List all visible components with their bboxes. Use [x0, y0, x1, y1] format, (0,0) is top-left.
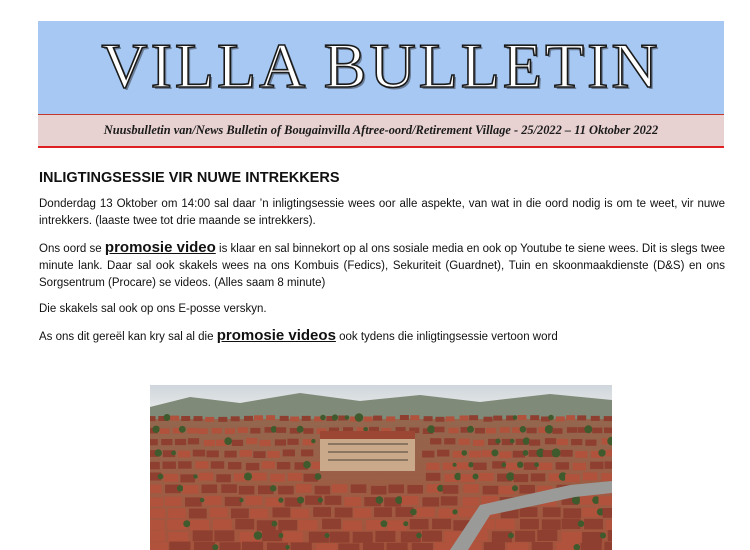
- roof: [483, 486, 499, 495]
- roof: [167, 519, 186, 529]
- tree: [578, 520, 585, 527]
- roof: [225, 497, 242, 506]
- roof: [565, 474, 580, 482]
- roof: [332, 484, 348, 493]
- roof: [193, 530, 213, 541]
- roof: [267, 543, 288, 550]
- tree: [171, 451, 176, 456]
- roof: [514, 474, 529, 482]
- roof: [288, 473, 303, 481]
- aerial-photo-illustration: [150, 385, 612, 550]
- tree: [279, 533, 284, 538]
- tree: [523, 437, 530, 444]
- roof: [552, 428, 562, 434]
- tree: [270, 485, 276, 491]
- roof: [178, 461, 191, 468]
- roof: [493, 416, 502, 421]
- roof: [254, 415, 263, 420]
- roof: [400, 415, 409, 420]
- roof: [193, 450, 205, 457]
- article: [39, 170, 725, 355]
- roof: [557, 439, 568, 445]
- roof: [543, 507, 561, 517]
- roof: [422, 451, 434, 458]
- roof: [402, 496, 419, 505]
- roof: [164, 474, 179, 482]
- roof: [291, 542, 312, 550]
- roof: [325, 496, 342, 505]
- roof: [583, 473, 598, 481]
- tree: [320, 415, 326, 421]
- paragraph-text: is klaar en sal binnekort op al ons sosiale media en ook op Youtube te siene wees. Dit is slegs twee minute lank. Daar sal ook skakels wees na ons Kombuis (Fedics), Sekuriteit (Guardnet), Tuin en skoonmaakdienste (D&S) en ons Sorgsentrum (Procare) se videos. (Alles saam 8 minute): [39, 243, 726, 289]
- roof: [240, 450, 252, 457]
- roof: [150, 531, 165, 542]
- tree: [345, 415, 350, 420]
- tree: [508, 533, 514, 539]
- roof: [235, 519, 254, 529]
- roof: [463, 484, 479, 493]
- tree: [410, 509, 417, 516]
- tree: [355, 413, 364, 422]
- roof: [424, 416, 433, 421]
- tree: [523, 450, 529, 456]
- paragraph-session: Donderdag 13 Oktober om 14:00 sal daar ’n inligtingsessie wees oor alle aspekte, van wat in die oord nodig is om te weet, vir nuwe intrekkers. (laaste twee tot drie maande se intrekkers).: [39, 198, 725, 227]
- roof: [228, 462, 241, 469]
- roof: [150, 439, 158, 445]
- roof: [539, 463, 552, 470]
- roof: [150, 462, 160, 469]
- roof: [422, 531, 442, 542]
- roof: [231, 416, 240, 421]
- roof: [604, 542, 612, 550]
- tree: [453, 463, 457, 467]
- tree: [183, 520, 190, 527]
- roof: [590, 462, 603, 469]
- roof: [301, 450, 313, 457]
- roof: [273, 508, 291, 518]
- aerial-village-photo: [150, 385, 612, 550]
- roof: [353, 532, 373, 543]
- tree: [467, 426, 474, 433]
- roof: [183, 485, 199, 494]
- roof: [520, 519, 539, 529]
- tree: [158, 474, 164, 480]
- roof: [542, 519, 561, 529]
- roof: [604, 416, 612, 421]
- tree: [297, 497, 304, 504]
- roof: [422, 497, 439, 506]
- roof: [606, 520, 612, 530]
- roof: [606, 450, 612, 457]
- roof: [584, 519, 603, 529]
- roof: [388, 485, 404, 494]
- roof: [322, 519, 341, 529]
- roof: [335, 508, 353, 518]
- roof: [278, 486, 294, 495]
- tree: [254, 531, 263, 540]
- roof: [275, 439, 286, 445]
- roof: [446, 416, 455, 421]
- roof: [231, 509, 249, 519]
- roof: [532, 542, 553, 550]
- tree: [548, 415, 554, 421]
- roof: [276, 427, 286, 433]
- roof: [496, 519, 515, 529]
- roof: [190, 520, 209, 530]
- roof: [150, 520, 165, 530]
- tree: [600, 533, 606, 539]
- roof: [353, 508, 371, 518]
- tree: [513, 415, 518, 420]
- roof: [571, 439, 582, 445]
- roof: [252, 473, 267, 481]
- roof: [459, 439, 470, 445]
- roof: [238, 427, 248, 433]
- tree: [598, 449, 605, 456]
- roof: [585, 440, 596, 446]
- roof: [224, 451, 236, 458]
- roof: [290, 417, 299, 422]
- paragraph-email: Die skakels sal ook op ons E-posse verskyn.: [39, 303, 267, 315]
- roof: [499, 451, 511, 458]
- roof: [577, 415, 586, 420]
- roof: [375, 531, 395, 542]
- roof: [435, 417, 444, 422]
- roof: [460, 416, 469, 421]
- masthead: [38, 21, 724, 114]
- roof: [343, 521, 362, 531]
- roof: [486, 428, 496, 434]
- roof: [531, 473, 546, 481]
- roof: [567, 427, 577, 433]
- roof: [457, 462, 470, 469]
- roof: [599, 496, 613, 505]
- tree: [224, 437, 232, 445]
- roof: [387, 543, 408, 550]
- tree: [552, 448, 561, 457]
- roof: [605, 461, 612, 468]
- roof: [277, 462, 290, 469]
- roof: [437, 450, 449, 457]
- promo-video-link[interactable]: promosie video: [104, 239, 216, 256]
- roof: [150, 485, 162, 494]
- roof: [187, 428, 197, 434]
- roof: [444, 438, 455, 444]
- tree: [462, 450, 468, 456]
- roof: [484, 542, 505, 550]
- roof: [211, 461, 224, 468]
- roof: [566, 415, 575, 420]
- roof: [302, 416, 311, 421]
- roof: [556, 416, 565, 421]
- roof: [316, 544, 337, 550]
- roof: [475, 428, 485, 434]
- roof: [469, 451, 481, 458]
- roof: [469, 415, 478, 420]
- roof: [407, 485, 423, 494]
- roof: [204, 440, 215, 446]
- roof: [246, 438, 257, 444]
- tree: [534, 462, 539, 467]
- roof: [239, 486, 255, 495]
- roof: [244, 416, 253, 421]
- roof: [432, 519, 451, 529]
- tree: [403, 521, 408, 526]
- roof: [603, 508, 612, 518]
- roof: [260, 440, 271, 446]
- tree: [155, 449, 162, 456]
- roof: [160, 428, 170, 434]
- roof: [150, 497, 163, 506]
- roof: [150, 543, 168, 550]
- roof: [266, 415, 275, 420]
- tree: [512, 485, 518, 491]
- roof: [484, 417, 493, 422]
- roof: [449, 428, 459, 434]
- roof: [463, 497, 480, 506]
- roof: [412, 543, 433, 550]
- roof: [250, 509, 268, 519]
- tree: [491, 449, 498, 456]
- roof: [205, 417, 214, 422]
- roof: [530, 415, 539, 420]
- roof: [313, 507, 331, 517]
- roof: [181, 416, 190, 421]
- roof: [232, 440, 243, 446]
- roof: [410, 519, 429, 529]
- roof: [212, 428, 222, 434]
- tree: [272, 521, 278, 527]
- roof: [518, 415, 527, 420]
- roof: [426, 473, 441, 481]
- roof: [214, 530, 234, 541]
- tree: [318, 498, 323, 503]
- roof: [262, 461, 275, 468]
- roof: [287, 439, 298, 445]
- roof: [178, 451, 190, 458]
- roof: [220, 542, 241, 550]
- roof: [270, 474, 285, 482]
- tree: [285, 545, 290, 550]
- roof: [410, 415, 419, 420]
- roof: [351, 484, 367, 493]
- roof: [364, 417, 373, 422]
- roof: [527, 428, 537, 434]
- roof: [168, 508, 186, 518]
- tree: [363, 427, 368, 432]
- roof: [165, 497, 182, 506]
- tree: [510, 439, 515, 444]
- tree: [325, 533, 330, 538]
- roof: [280, 416, 289, 421]
- subtitle-bar: [38, 114, 724, 148]
- tree: [239, 498, 243, 502]
- paragraph-text: Ons oord se: [39, 243, 105, 255]
- roof: [473, 440, 484, 446]
- roof: [608, 530, 612, 541]
- roof: [373, 416, 382, 421]
- roof: [278, 520, 297, 530]
- roof: [529, 440, 540, 446]
- tree: [200, 498, 204, 502]
- tree: [452, 509, 457, 514]
- roof: [291, 509, 309, 519]
- roof: [592, 428, 602, 434]
- roof: [315, 486, 331, 495]
- roof: [371, 486, 387, 495]
- article-heading: INLIGTINGSESSIE VIR NUWE INTREKKERS: [39, 170, 340, 186]
- roof: [601, 473, 612, 481]
- tree: [315, 473, 322, 480]
- tree: [376, 496, 384, 504]
- tree: [332, 414, 338, 420]
- roof: [296, 484, 312, 493]
- tree: [520, 426, 527, 433]
- roof: [473, 463, 486, 470]
- roof: [213, 519, 232, 529]
- roof: [161, 439, 172, 445]
- roof: [561, 532, 581, 543]
- roof: [180, 474, 195, 482]
- paragraph-text: As ons dit gereël kan kry sal al die: [39, 331, 217, 343]
- paragraph-promo-video: [39, 239, 725, 292]
- roof: [434, 427, 444, 433]
- tree: [303, 461, 311, 469]
- tree: [179, 426, 186, 433]
- roof: [194, 416, 203, 421]
- roof: [267, 451, 279, 458]
- roof: [225, 428, 235, 434]
- roof: [443, 485, 459, 494]
- tree: [473, 474, 479, 480]
- apartment-block: [320, 431, 415, 471]
- roof: [500, 427, 510, 433]
- roof: [246, 463, 259, 470]
- tree: [495, 439, 500, 444]
- roof: [374, 507, 392, 517]
- tree: [517, 462, 523, 468]
- tree: [297, 426, 304, 433]
- roof: [582, 532, 602, 543]
- roof: [175, 439, 186, 445]
- tree: [381, 520, 388, 527]
- roof: [210, 508, 228, 518]
- roof: [388, 520, 407, 530]
- tree: [244, 473, 252, 481]
- roof: [363, 543, 384, 550]
- roof: [195, 461, 208, 468]
- roof: [298, 520, 317, 530]
- tree: [502, 462, 507, 467]
- roof: [205, 496, 222, 505]
- roof: [198, 428, 208, 434]
- roof: [573, 463, 586, 470]
- roof: [499, 486, 515, 495]
- roof: [283, 532, 303, 543]
- roof: [520, 507, 538, 517]
- tree: [506, 472, 515, 481]
- tree: [164, 414, 171, 421]
- roof: [479, 473, 494, 481]
- roof: [417, 507, 435, 517]
- roof: [515, 531, 535, 542]
- tree: [311, 439, 315, 443]
- tree: [193, 474, 197, 478]
- tree: [177, 485, 183, 491]
- roof: [170, 416, 179, 421]
- roof: [202, 485, 218, 494]
- tree: [468, 462, 473, 467]
- roof: [242, 542, 263, 550]
- roof: [441, 496, 458, 505]
- roof: [604, 428, 612, 434]
- roof: [207, 451, 219, 458]
- tree: [152, 426, 159, 433]
- tree: [427, 425, 435, 433]
- roof: [194, 542, 215, 550]
- roof: [545, 438, 556, 444]
- roof: [575, 451, 587, 458]
- roof: [507, 543, 528, 550]
- roof: [581, 543, 602, 550]
- roof: [216, 474, 231, 482]
- roof: [188, 438, 199, 444]
- tree: [584, 425, 592, 433]
- roof: [560, 450, 572, 457]
- roof: [189, 509, 207, 519]
- roof: [338, 544, 359, 550]
- roof: [150, 416, 156, 421]
- roof: [556, 462, 569, 469]
- roof: [386, 416, 395, 421]
- roof: [169, 542, 190, 550]
- roof: [221, 484, 237, 493]
- roof: [199, 473, 214, 481]
- roof: [591, 416, 600, 421]
- roof: [519, 485, 535, 494]
- roof: [150, 508, 165, 518]
- roof: [537, 530, 557, 541]
- promo-videos-link[interactable]: promosie videos: [216, 327, 336, 344]
- paragraph-screening: [39, 327, 725, 346]
- roof: [344, 497, 361, 506]
- roof: [185, 497, 202, 506]
- roof: [250, 428, 260, 434]
- roof: [303, 428, 313, 434]
- roof: [163, 462, 176, 469]
- roof: [426, 463, 439, 470]
- roof: [168, 532, 188, 543]
- tree: [545, 425, 554, 434]
- tree: [416, 533, 422, 539]
- roof: [283, 450, 295, 457]
- bulletin-title: VILLA BULLETIN: [101, 29, 661, 101]
- roof: [563, 508, 581, 518]
- tree: [278, 498, 283, 503]
- roof: [218, 417, 227, 422]
- bulletin-subtitle: Nuusbulletin van/News Bulletin of Bougainvilla Aftree-oord/Retirement Village - 25/2022 – 11 Oktober 2022: [103, 123, 659, 137]
- paragraph-text: ook tydens die inligtingsessie vertoon word: [335, 331, 558, 343]
- roof: [430, 438, 441, 444]
- roof: [253, 451, 265, 458]
- roof: [330, 532, 350, 543]
- roof: [246, 496, 263, 505]
